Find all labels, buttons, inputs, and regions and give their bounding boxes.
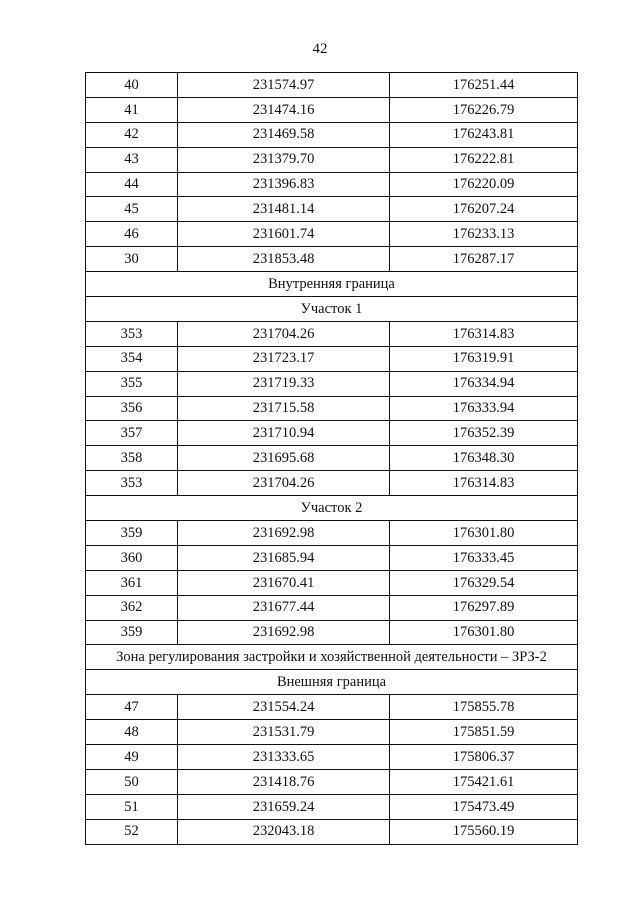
- point-number-cell: 48: [86, 720, 178, 745]
- x-coordinate-cell: 232043.18: [178, 819, 390, 844]
- table-row: [86, 346, 578, 371]
- point-number-cell: 360: [86, 545, 178, 570]
- table-row: [86, 620, 578, 645]
- point-number-cell: 353: [86, 321, 178, 346]
- y-coordinate-cell: 175851.59: [390, 720, 578, 745]
- section-heading-row: [86, 670, 578, 695]
- table-row: [86, 745, 578, 770]
- point-number-cell: 357: [86, 421, 178, 446]
- point-number-cell: 47: [86, 695, 178, 720]
- point-number-cell: 356: [86, 396, 178, 421]
- x-coordinate-cell: 231692.98: [178, 620, 390, 645]
- point-number-cell: 43: [86, 147, 178, 172]
- y-coordinate-cell: 176220.09: [390, 172, 578, 197]
- table-row: [86, 521, 578, 546]
- table-row: [86, 819, 578, 844]
- y-coordinate-cell: 176334.94: [390, 371, 578, 396]
- table-row: [86, 595, 578, 620]
- table-row: [86, 97, 578, 122]
- y-coordinate-cell: 176348.30: [390, 446, 578, 471]
- y-coordinate-cell: 176319.91: [390, 346, 578, 371]
- y-coordinate-cell: 176226.79: [390, 97, 578, 122]
- point-number-cell: 51: [86, 794, 178, 819]
- table-row: [86, 545, 578, 570]
- point-number-cell: 354: [86, 346, 178, 371]
- table-row: [86, 321, 578, 346]
- table-row: [86, 421, 578, 446]
- y-coordinate-cell: 176233.13: [390, 222, 578, 247]
- table-row: [86, 172, 578, 197]
- x-coordinate-cell: 231333.65: [178, 745, 390, 770]
- point-number-cell: 362: [86, 595, 178, 620]
- x-coordinate-cell: 231853.48: [178, 247, 390, 272]
- x-coordinate-cell: 231531.79: [178, 720, 390, 745]
- y-coordinate-cell: 176207.24: [390, 197, 578, 222]
- y-coordinate-cell: 176329.54: [390, 570, 578, 595]
- x-coordinate-cell: 231670.41: [178, 570, 390, 595]
- y-coordinate-cell: 175560.19: [390, 819, 578, 844]
- point-number-cell: 52: [86, 819, 178, 844]
- point-number-cell: 30: [86, 247, 178, 272]
- point-number-cell: 358: [86, 446, 178, 471]
- x-coordinate-cell: 231396.83: [178, 172, 390, 197]
- table-row: [86, 371, 578, 396]
- x-coordinate-cell: 231695.68: [178, 446, 390, 471]
- x-coordinate-cell: 231719.33: [178, 371, 390, 396]
- x-coordinate-cell: 231710.94: [178, 421, 390, 446]
- table-row: [86, 122, 578, 147]
- point-number-cell: 359: [86, 620, 178, 645]
- point-number-cell: 50: [86, 769, 178, 794]
- table-row: [86, 197, 578, 222]
- x-coordinate-cell: 231554.24: [178, 695, 390, 720]
- section-heading: Внутренняя граница: [86, 272, 578, 297]
- section-heading: Участок 2: [86, 496, 578, 521]
- point-number-cell: 45: [86, 197, 178, 222]
- point-number-cell: 44: [86, 172, 178, 197]
- table-row: [86, 247, 578, 272]
- point-number-cell: 355: [86, 371, 178, 396]
- table-row: [86, 695, 578, 720]
- x-coordinate-cell: 231418.76: [178, 769, 390, 794]
- table-row: [86, 222, 578, 247]
- x-coordinate-cell: 231481.14: [178, 197, 390, 222]
- y-coordinate-cell: 176287.17: [390, 247, 578, 272]
- y-coordinate-cell: 176251.44: [390, 73, 578, 98]
- table-row: [86, 471, 578, 496]
- point-number-cell: 40: [86, 73, 178, 98]
- section-heading-row: [86, 645, 578, 670]
- y-coordinate-cell: 176297.89: [390, 595, 578, 620]
- y-coordinate-cell: 176243.81: [390, 122, 578, 147]
- y-coordinate-cell: 175855.78: [390, 695, 578, 720]
- x-coordinate-cell: 231379.70: [178, 147, 390, 172]
- y-coordinate-cell: 176301.80: [390, 620, 578, 645]
- y-coordinate-cell: 175473.49: [390, 794, 578, 819]
- table-row: [86, 794, 578, 819]
- y-coordinate-cell: 176333.94: [390, 396, 578, 421]
- coordinates-table: [85, 72, 578, 845]
- coordinates-table-body: [86, 73, 578, 845]
- section-heading: Участок 1: [86, 297, 578, 322]
- x-coordinate-cell: 231469.58: [178, 122, 390, 147]
- section-heading: Зона регулирования застройки и хозяйственной деятельности – ЗРЗ-2: [86, 645, 578, 670]
- point-number-cell: 359: [86, 521, 178, 546]
- x-coordinate-cell: 231704.26: [178, 471, 390, 496]
- section-heading-row: [86, 272, 578, 297]
- y-coordinate-cell: 176301.80: [390, 521, 578, 546]
- y-coordinate-cell: 176352.39: [390, 421, 578, 446]
- y-coordinate-cell: 176333.45: [390, 545, 578, 570]
- x-coordinate-cell: 231659.24: [178, 794, 390, 819]
- point-number-cell: 41: [86, 97, 178, 122]
- x-coordinate-cell: 231574.97: [178, 73, 390, 98]
- point-number-cell: 42: [86, 122, 178, 147]
- x-coordinate-cell: 231723.17: [178, 346, 390, 371]
- table-row: [86, 396, 578, 421]
- point-number-cell: 361: [86, 570, 178, 595]
- y-coordinate-cell: 176222.81: [390, 147, 578, 172]
- page-number: 42: [312, 41, 328, 57]
- x-coordinate-cell: 231704.26: [178, 321, 390, 346]
- section-heading: Внешняя граница: [86, 670, 578, 695]
- y-coordinate-cell: 175806.37: [390, 745, 578, 770]
- y-coordinate-cell: 176314.83: [390, 321, 578, 346]
- point-number-cell: 46: [86, 222, 178, 247]
- x-coordinate-cell: 231685.94: [178, 545, 390, 570]
- x-coordinate-cell: 231715.58: [178, 396, 390, 421]
- y-coordinate-cell: 176314.83: [390, 471, 578, 496]
- x-coordinate-cell: 231474.16: [178, 97, 390, 122]
- point-number-cell: 49: [86, 745, 178, 770]
- table-row: [86, 446, 578, 471]
- table-row: [86, 769, 578, 794]
- x-coordinate-cell: 231692.98: [178, 521, 390, 546]
- point-number-cell: 353: [86, 471, 178, 496]
- section-heading-row: [86, 297, 578, 322]
- x-coordinate-cell: 231601.74: [178, 222, 390, 247]
- table-row: [86, 147, 578, 172]
- table-row: [86, 720, 578, 745]
- x-coordinate-cell: 231677.44: [178, 595, 390, 620]
- table-row: [86, 570, 578, 595]
- y-coordinate-cell: 175421.61: [390, 769, 578, 794]
- section-heading-row: [86, 496, 578, 521]
- table-row: [86, 73, 578, 98]
